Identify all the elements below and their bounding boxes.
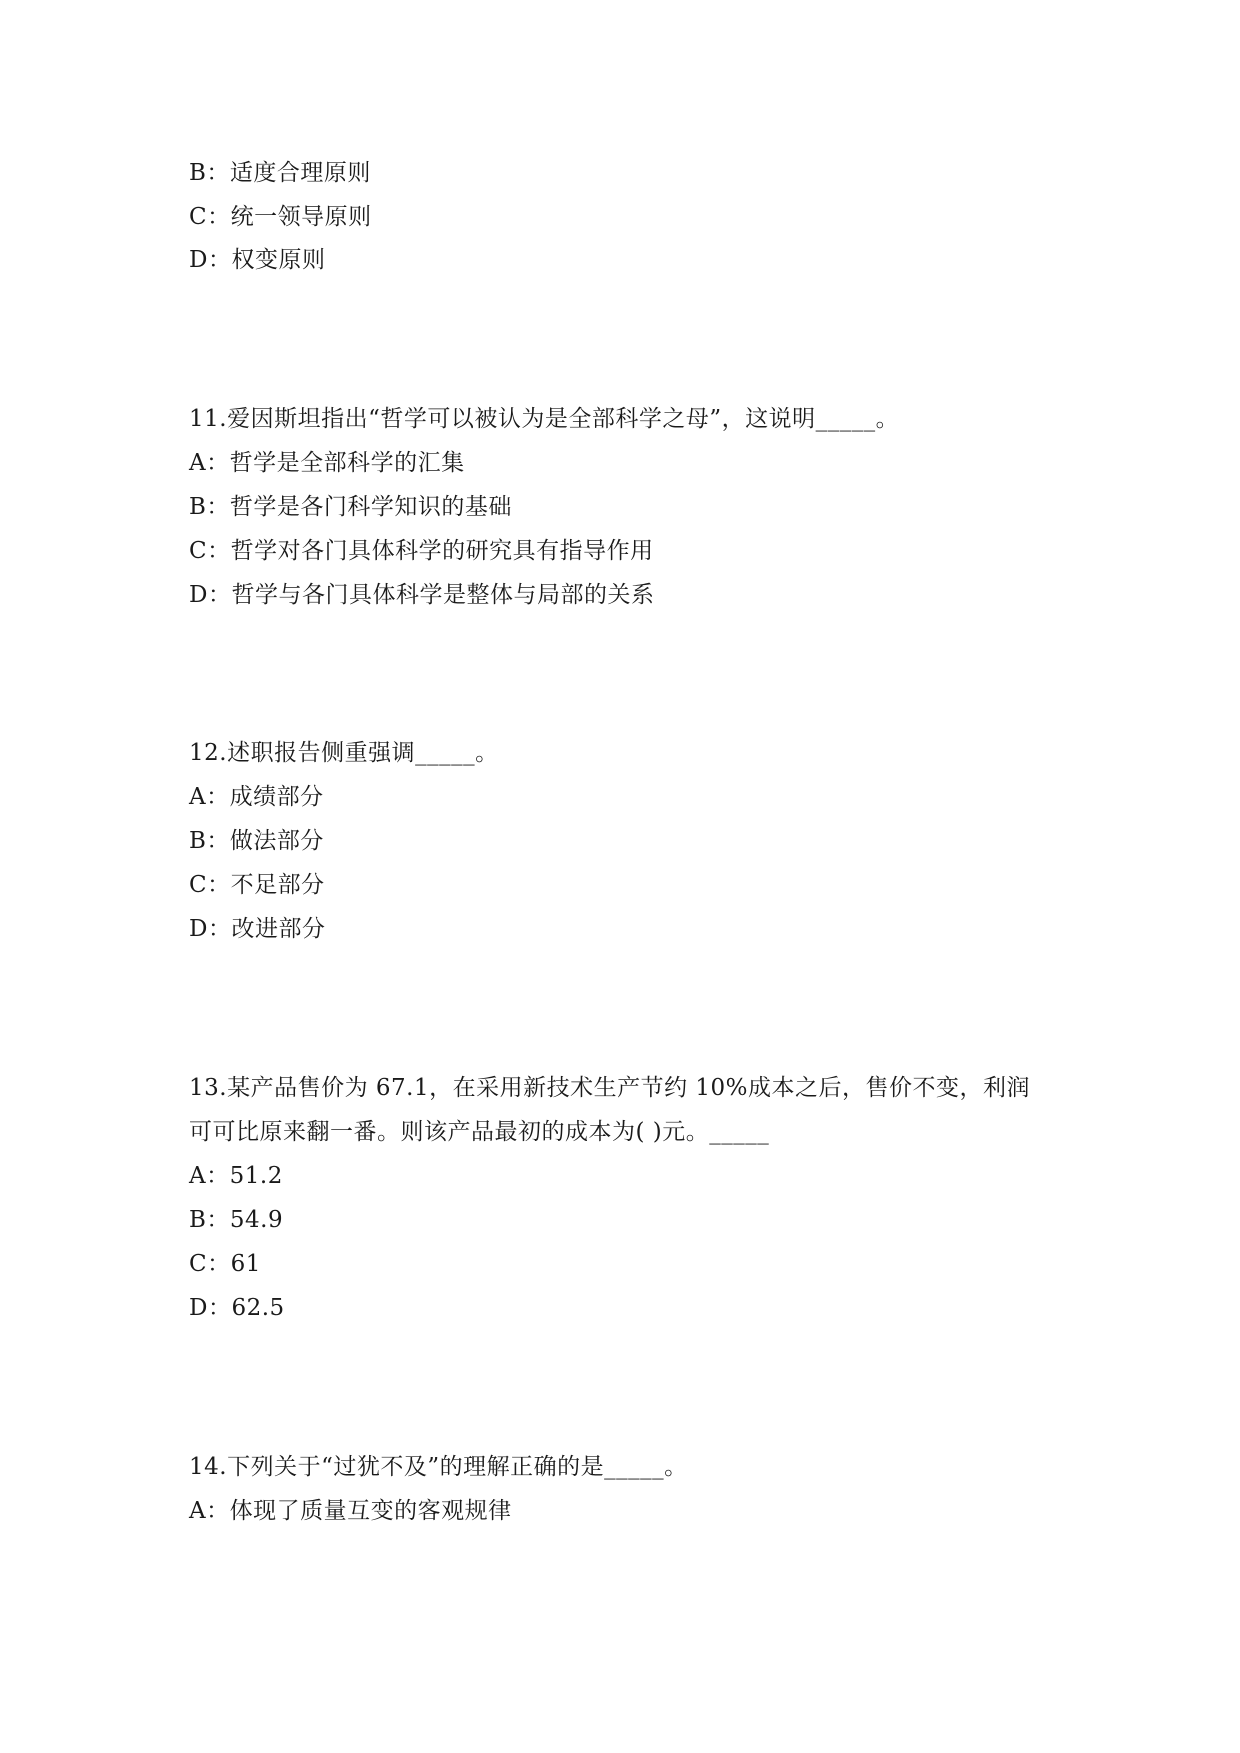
question-12-option-d: D：改进部分 [189, 916, 326, 942]
question-11-text: 11.爱因斯坦指出“哲学可以被认为是全部科学之母”，这说明_____。 [189, 406, 900, 432]
question-12-text: 12.述职报告侧重强调_____。 [189, 740, 499, 766]
option-d-prev: D：权变原则 [189, 247, 326, 273]
question-12-option-c: C：不足部分 [189, 872, 325, 898]
question-12-option-b: B：做法部分 [189, 828, 324, 854]
option-b-prev: B：适度合理原则 [189, 160, 371, 186]
question-12-option-a: A：成绩部分 [189, 784, 324, 810]
option-c-prev: C：统一领导原则 [189, 204, 372, 230]
question-13-option-a: A：51.2 [189, 1163, 283, 1189]
question-13-text-line-1: 13.某产品售价为 67.1，在采用新技术生产节约 10%成本之后，售价不变，利润 [189, 1075, 1031, 1101]
question-13-text-line-2: 可可比原来翻一番。则该产品最初的成本为( )元。_____ [189, 1119, 770, 1145]
question-13-option-c: C：61 [189, 1251, 261, 1277]
question-14-option-a: A：体现了质量互变的客观规律 [189, 1498, 512, 1524]
question-11-option-b: B：哲学是各门科学知识的基础 [189, 494, 512, 520]
question-14-text: 14.下列关于“过犹不及”的理解正确的是_____。 [189, 1454, 688, 1480]
question-11-option-c: C：哲学对各门具体科学的研究具有指导作用 [189, 538, 654, 564]
question-13-option-d: D：62.5 [189, 1295, 285, 1321]
question-13-option-b: B：54.9 [189, 1207, 284, 1233]
question-11-option-a: A：哲学是全部科学的汇集 [189, 450, 465, 476]
question-11-option-d: D：哲学与各门具体科学是整体与局部的关系 [189, 582, 655, 608]
